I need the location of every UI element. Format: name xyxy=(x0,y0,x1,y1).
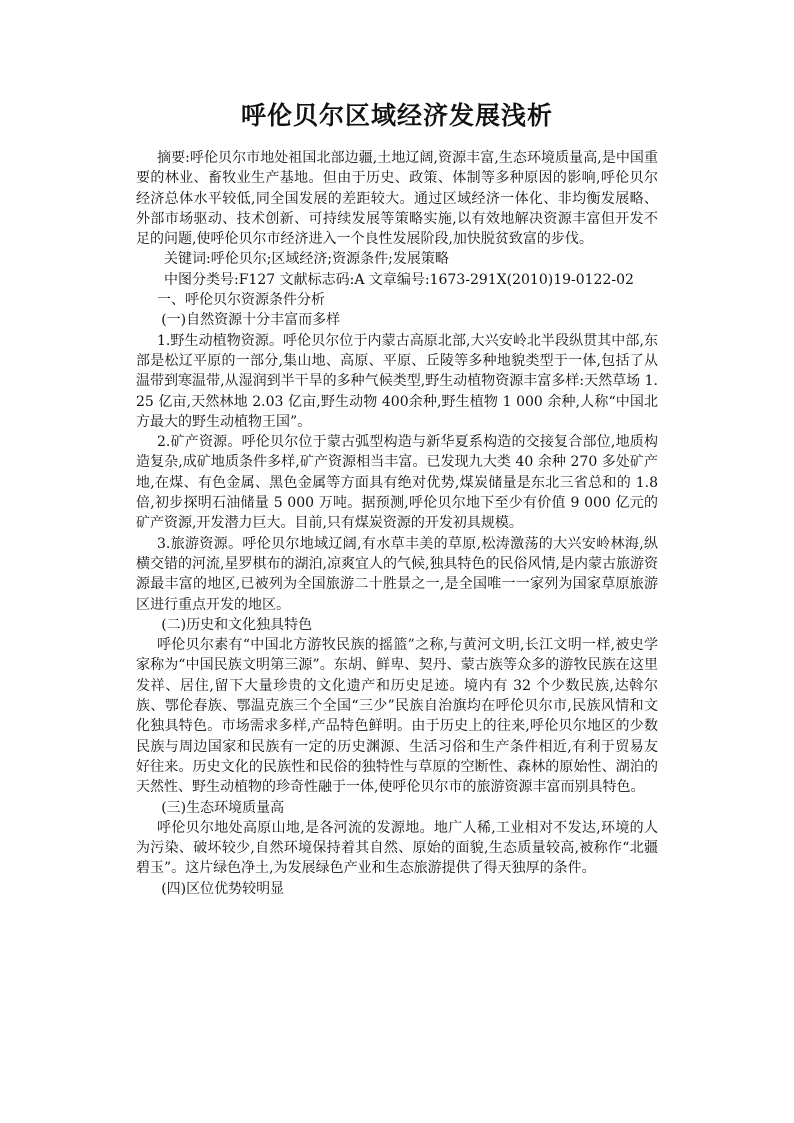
subsection-heading: (一)自然资源十分丰富而多样 xyxy=(161,312,341,329)
section-heading: 一、呼伦贝尔资源条件分析 xyxy=(157,292,325,309)
subsection-heading: (三)生态环境质量高 xyxy=(161,799,285,816)
paragraph: 1.野生动植物资源。呼伦贝尔位于内蒙古高原北部,大兴安岭北半段纵贯其中部,东部是松辽平原的一部分,集山地、高原、平原、丘陵等多种地貌类型于一体,包括了从温带到寒温带,从湿润到半干旱的多种气候类型,野生动植物资源丰富多样:天然草场 1.25 亿亩,天然林地 2.03 亿亩,野生动物 400余种,野生植物 1 000 余种,人称“中国北方最大的野生动植物王国”。 xyxy=(136,332,658,430)
keywords: 关键词:呼伦贝尔;区域经济;资源条件;发展策略 xyxy=(164,251,449,268)
paragraph: 2.矿产资源。呼伦贝尔位于蒙古弧型构造与新华夏系构造的交接复合部位,地质构造复杂,成矿地质条件多样,矿产资源相当丰富。已发现九大类 40 余种 270 多处矿产地,在煤、有色金属、黑色金属等方面具有绝对优势,煤炭储量是东北三省总和的 1.8 倍,初步探明石油储量 5 000 万吨。据预测,呼伦贝尔地下至少有价值 9 000 亿元的矿产资源,开发潜力巨大。目前,只有煤炭资源的开发初具规模。 xyxy=(136,434,658,532)
paragraph: 3.旅游资源。呼伦贝尔地域辽阔,有水草丰美的草原,松涛激荡的大兴安岭林海,纵横交错的河流,星罗棋布的湖泊,凉爽宜人的气候,独具特色的民俗风情,是内蒙古旅游资源最丰富的地区,已被列为全国旅游二十胜景之一,是全国唯一一家列为国家草原旅游区进行重点开发的地区。 xyxy=(136,535,658,613)
classification-info: 中图分类号:F127 文献标志码:A 文章编号:1673-291X(2010)19-0122-02 xyxy=(164,271,634,288)
document-page xyxy=(136,96,658,899)
abstract: 摘要:呼伦贝尔市地处祖国北部边疆,土地辽阔,资源丰富,生态环境质量高,是中国重要的林业、畜牧业生产基地。但由于历史、政策、体制等多种原因的影响,呼伦贝尔经济总体水平较低,同全国发展的差距较大。通过区域经济一体化、非均衡发展略、外部市场驱动、技术创新、可持续发展等策略实施,以有效地解决资源丰富但开发不足的问题,使呼伦贝尔市经济进入一个良性发展阶段,加快脱贫致富的步伐。 xyxy=(136,150,658,248)
paragraph: 呼伦贝尔素有“中国北方游牧民族的摇篮”之称,与黄河文明,长江文明一样,被史学家称为“中国民族文明第三源”。东胡、鲜卑、契丹、蒙古族等众多的游牧民族在这里发祥、居住,留下大量珍贵的文化遗产和历史足迹。境内有 32 个少数民族,达斡尔族、鄂伦春族、鄂温克族三个全国“三少”民族自治旗均在呼伦贝尔市,民族风情和文化独具特色。市场需求多样,产品特色鲜明。由于历史上的往来,呼伦贝尔地区的少数民族与周边国家和民族有一定的历史渊源、生活习俗和生产条件相近,有利于贸易友好往来。历史文化的民族性和民俗的独特性与草原的空断性、森林的原始性、湖泊的天然性、野生动植物的珍奇性融于一体,使呼伦贝尔市的旅游资源丰富而别具特色。 xyxy=(136,637,658,796)
subsection-heading: (二)历史和文化独具特色 xyxy=(161,616,313,633)
subsection-heading: (四)区位优势较明显 xyxy=(161,880,285,897)
paragraph: 呼伦贝尔地处高原山地,是各河流的发源地。地广人稀,工业相对不发达,环境的人为污染、破坏较少,自然环境保持着其自然、原始的面貌,生态质量较高,被称作“北疆碧玉”。这片绿色净土,为发展绿色产业和生态旅游提供了得天独厚的条件。 xyxy=(136,819,658,877)
article-title: 呼伦贝尔区域经济发展浅析 xyxy=(240,101,553,130)
